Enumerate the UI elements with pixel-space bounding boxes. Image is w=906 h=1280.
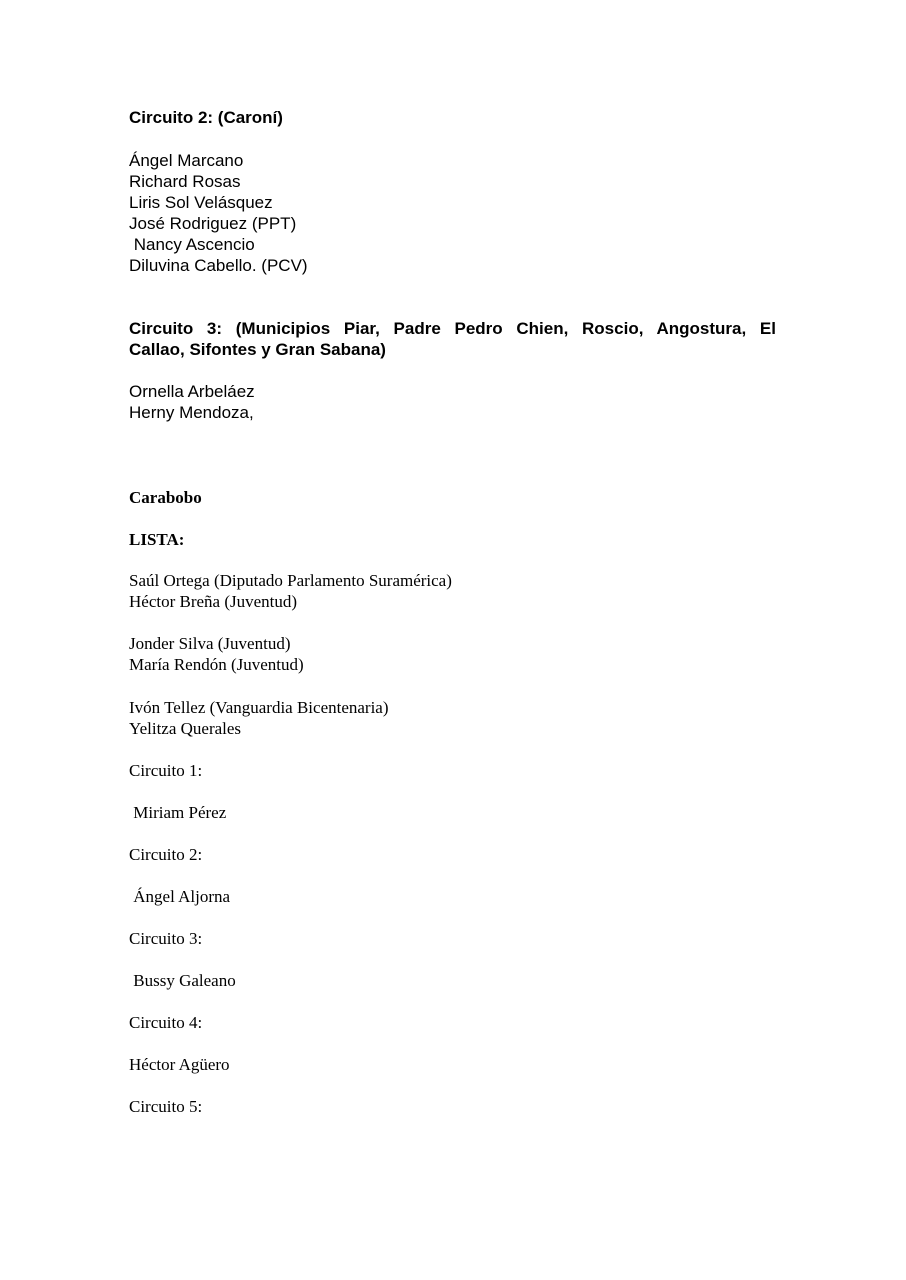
section-heading-line-2: Callao, Sifontes y Gran Sabana)	[129, 340, 386, 359]
lista-label: LISTA:	[129, 530, 185, 549]
lista-name: Saúl Ortega (Diputado Parlamento Suramérica)	[129, 571, 452, 590]
state-heading-carabobo: Carabobo	[129, 488, 202, 507]
candidate-name: Richard Rosas	[129, 172, 241, 191]
candidate-name: Ornella Arbeláez	[129, 382, 255, 401]
section-heading-line-1: Circuito 3: (Municipios Piar, Padre Pedro Chien, Roscio, Angostura, El	[129, 319, 776, 338]
candidate-name: Herny Mendoza,	[129, 403, 254, 422]
section-heading-circuito-2-caroni: Circuito 2: (Caroní)	[129, 108, 283, 127]
candidate-name: Diluvina Cabello. (PCV)	[129, 256, 308, 275]
circuito-label: Circuito 3:	[129, 929, 203, 948]
candidate-name: José Rodriguez (PPT)	[129, 214, 297, 233]
circuito-label: Circuito 1:	[129, 761, 203, 780]
circuito-label: Circuito 2:	[129, 845, 203, 864]
circuito-candidate: Héctor Agüero	[129, 1055, 230, 1074]
lista-name: Yelitza Querales	[129, 719, 242, 738]
circuito-candidate: Ángel Aljorna	[129, 887, 231, 906]
lista-name: Jonder Silva (Juventud)	[129, 634, 291, 653]
circuito-label: Circuito 4:	[129, 1013, 203, 1032]
lista-name: Ivón Tellez (Vanguardia Bicentenaria)	[129, 698, 389, 717]
candidate-name: Ángel Marcano	[129, 151, 244, 170]
lista-name: Héctor Breña (Juventud)	[129, 592, 298, 611]
candidate-name: Liris Sol Velásquez	[129, 193, 273, 212]
circuito-candidate: Miriam Pérez	[129, 803, 227, 822]
section-heading-circuito-3	[129, 318, 776, 360]
lista-name: María Rendón (Juventud)	[129, 655, 304, 674]
circuito-candidate: Bussy Galeano	[129, 971, 236, 990]
candidate-name: Nancy Ascencio	[129, 235, 255, 254]
circuito-label: Circuito 5:	[129, 1097, 203, 1116]
